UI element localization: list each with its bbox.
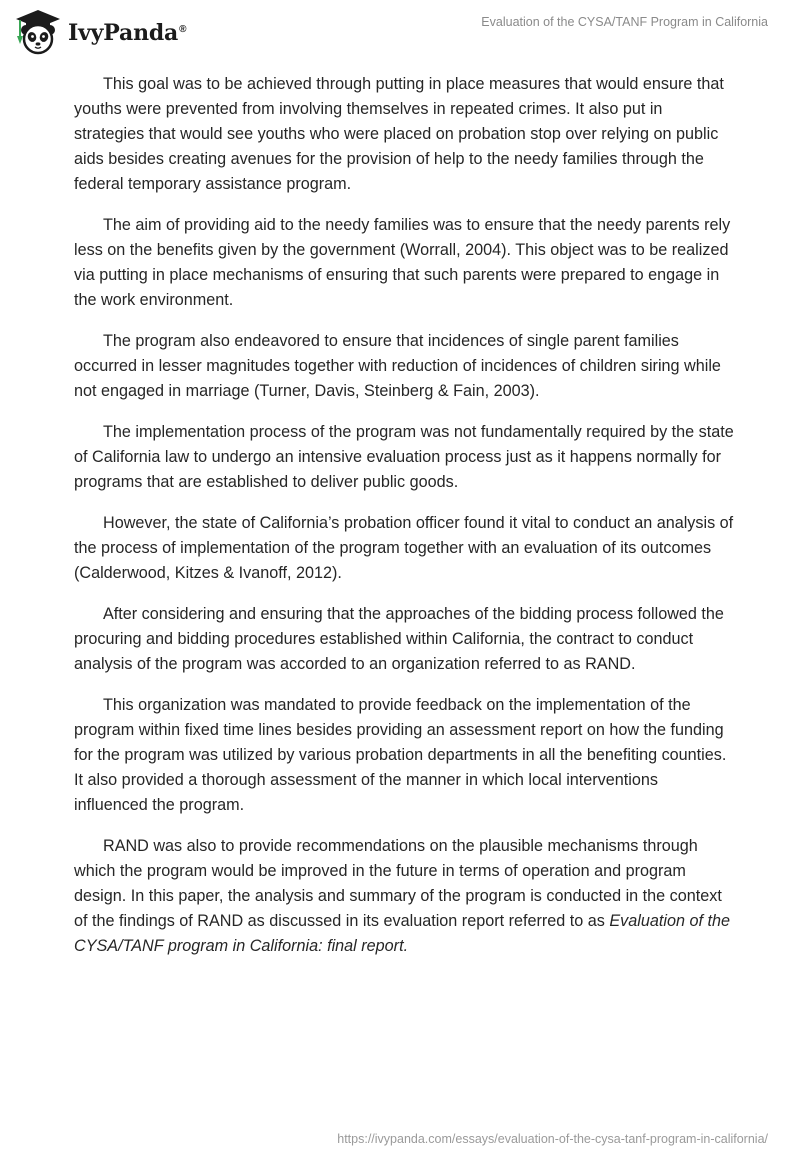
document-title: Evaluation of the CYSA/TANF Program in California (481, 15, 768, 29)
paragraph-last-text: RAND was also to provide recommendations on the plausible mechanisms through which the program would be improved in the future in terms of operation and program design. In this paper, the analysis and summary of the program is conducted in the context of the findings of RAND as discussed in its evaluation report referred to as (74, 837, 722, 930)
source-url[interactable]: https://ivypanda.com/essays/evaluation-of-the-cysa-tanf-program-in-california/ (337, 1132, 768, 1146)
panda-graduate-icon (14, 8, 62, 56)
paragraph: The program also endeavored to ensure that incidences of single parent families occurred in lesser magnitudes together with reduction of incidences of children siring while not engaged in marriage (Turner, Davis, Steinberg & Fain, 2003). (74, 332, 721, 400)
report-title: Evaluation of the CYSA/TANF program in California: final report. (74, 912, 730, 955)
brand-name-text: IvyPanda (68, 20, 179, 46)
brand-logo[interactable] (14, 8, 186, 56)
paragraph-last (74, 834, 736, 959)
essay-body (74, 72, 736, 975)
paragraph: This organization was mandated to provide feedback on the implementation of the program within fixed time lines besides providing an assessment report on how the funding for the program was utilized by various probation departments in all the benefiting counties. It also provided a thorough assessment of the manner in which local interventions influenced the program. (74, 696, 727, 814)
paragraph: This goal was to be achieved through putting in place measures that would ensure that youths were prevented from involving themselves in repeated crimes. It also put in strategies that would see youths who were placed on probation stop over relying on public aids besides creating avenues for the provision of help to the needy families through the federal temporary assistance program. (74, 75, 724, 193)
paragraph: However, the state of California’s probation officer found it vital to conduct an analysis of the process of implementation of the program together with an evaluation of its outcomes (Calderwood, Kitzes & Ivanoff, 2012). (74, 514, 734, 582)
brand-name (68, 20, 186, 46)
registered-mark: ® (179, 23, 187, 35)
paragraph: After considering and ensuring that the approaches of the bidding process followed the procuring and bidding procedures established within California, the contract to conduct analysis of the program was accorded to an organization referred to as RAND. (74, 605, 724, 673)
page-header (0, 0, 800, 60)
paragraph: The aim of providing aid to the needy families was to ensure that the needy parents rely less on the benefits given by the government (Worrall, 2004). This object was to be realized via putting in place mechanisms of ensuring that such parents were prepared to engage in the work environment. (74, 216, 731, 309)
paragraph: The implementation process of the program was not fundamentally required by the state of California law to undergo an intensive evaluation process just as it happens normally for programs that are established to deliver public goods. (74, 423, 734, 491)
